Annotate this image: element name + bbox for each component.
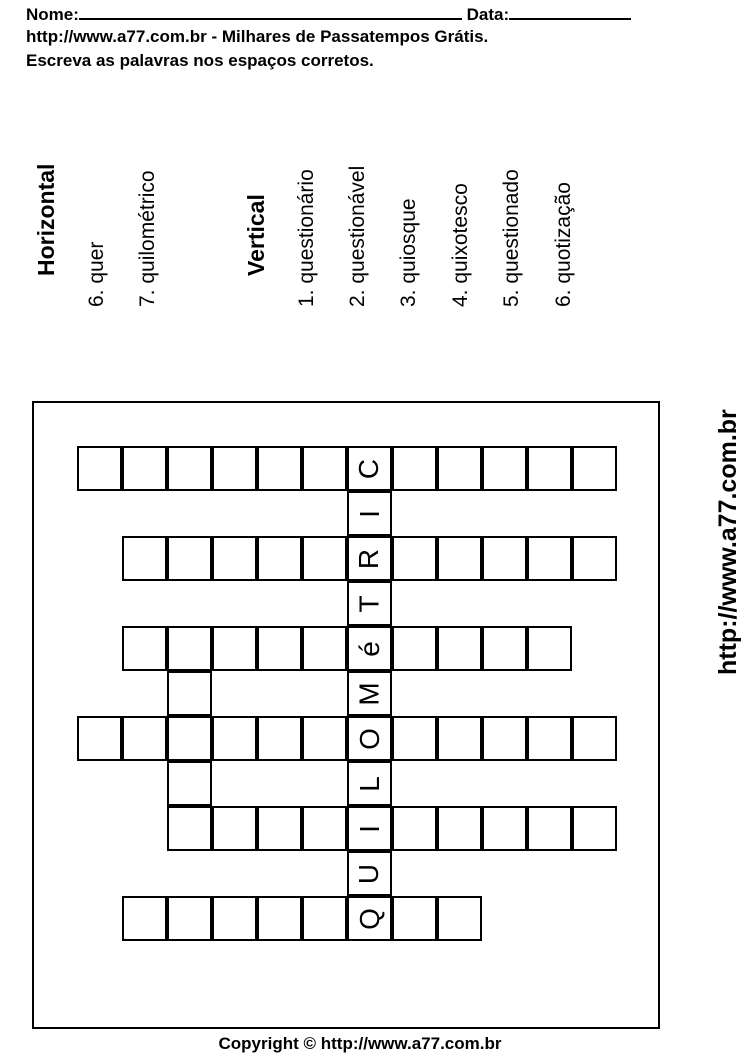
grid-cell[interactable] <box>167 626 212 671</box>
grid-cell[interactable] <box>77 446 122 491</box>
grid-cell[interactable] <box>437 896 482 941</box>
copyright-footer: Copyright © http://www.a77.com.br <box>218 1034 502 1053</box>
grid-letter-cell[interactable] <box>347 536 392 581</box>
vertical-clue: 3. quiosque <box>397 198 420 307</box>
name-blank <box>79 3 462 20</box>
grid-cell[interactable] <box>437 626 482 671</box>
grid-letter: Q <box>353 907 385 930</box>
grid-cell[interactable] <box>392 716 437 761</box>
grid-cell[interactable] <box>122 896 167 941</box>
instruction-text: Escreva as palavras nos espaços corretos. <box>26 51 374 70</box>
grid-cell[interactable] <box>212 716 257 761</box>
grid-cell[interactable] <box>257 536 302 581</box>
vertical-clue: 2. questionável <box>346 165 369 307</box>
grid-cell[interactable] <box>482 716 527 761</box>
vertical-clue: 5. questionado <box>500 169 523 307</box>
grid-cell[interactable] <box>527 716 572 761</box>
grid-letter-cell[interactable] <box>347 491 392 536</box>
grid-cell[interactable] <box>437 806 482 851</box>
grid-letter-cell[interactable] <box>347 851 392 896</box>
grid-cell[interactable] <box>392 446 437 491</box>
grid-cell[interactable] <box>167 716 212 761</box>
grid-cell[interactable] <box>212 626 257 671</box>
grid-cell[interactable] <box>122 536 167 581</box>
grid-letter: C <box>353 458 385 479</box>
grid-cell[interactable] <box>302 536 347 581</box>
grid-letter-cell[interactable] <box>347 626 392 671</box>
vertical-clue: 6. quotização <box>552 182 575 307</box>
grid-letter-cell[interactable] <box>347 581 392 626</box>
grid-letter: L <box>353 775 385 792</box>
side-url: http://www.a77.com.br <box>714 409 742 675</box>
grid-cell[interactable] <box>212 446 257 491</box>
grid-cell[interactable] <box>527 446 572 491</box>
grid-letter-cell[interactable] <box>347 446 392 491</box>
grid-cell[interactable] <box>212 896 257 941</box>
grid-cell[interactable] <box>572 536 617 581</box>
grid-cell[interactable] <box>122 446 167 491</box>
grid-cell[interactable] <box>257 806 302 851</box>
grid-cell[interactable] <box>257 896 302 941</box>
horizontal-title: Horizontal <box>33 163 59 276</box>
grid-letter-cell[interactable] <box>347 806 392 851</box>
grid-cell[interactable] <box>122 626 167 671</box>
grid-cell[interactable] <box>302 896 347 941</box>
grid-cell[interactable] <box>572 446 617 491</box>
grid-letter-cell[interactable] <box>347 671 392 716</box>
grid-cell[interactable] <box>302 716 347 761</box>
grid-letter: T <box>353 594 385 613</box>
grid-letter-cell[interactable] <box>347 761 392 806</box>
grid-cell[interactable] <box>437 716 482 761</box>
grid-letter-cell[interactable] <box>347 716 392 761</box>
grid-cell[interactable] <box>167 761 212 806</box>
grid-cell[interactable] <box>257 716 302 761</box>
grid-cell[interactable] <box>392 806 437 851</box>
grid-cell[interactable] <box>167 671 212 716</box>
grid-letter: I <box>353 509 385 518</box>
grid-cell[interactable] <box>482 626 527 671</box>
grid-cell[interactable] <box>167 446 212 491</box>
grid-cell[interactable] <box>572 716 617 761</box>
name-date-line <box>26 3 631 25</box>
grid-cell[interactable] <box>167 536 212 581</box>
horizontal-clue: 7. quilométrico <box>136 170 159 307</box>
grid-cell[interactable] <box>482 536 527 581</box>
grid-cell[interactable] <box>392 896 437 941</box>
grid-cell[interactable] <box>167 806 212 851</box>
grid-letter: é <box>353 640 385 657</box>
grid-cell[interactable] <box>482 446 527 491</box>
grid-letter: R <box>353 548 385 569</box>
grid-cell[interactable] <box>392 626 437 671</box>
grid-cell[interactable] <box>122 716 167 761</box>
grid-cell[interactable] <box>302 806 347 851</box>
date-blank <box>509 3 631 20</box>
vertical-clue: 4. quixotesco <box>449 183 472 307</box>
grid-cell[interactable] <box>167 896 212 941</box>
grid-cell[interactable] <box>302 446 347 491</box>
grid-cell[interactable] <box>257 626 302 671</box>
grid-letter: I <box>353 824 385 833</box>
vertical-clue: 1. questionário <box>295 169 318 307</box>
grid-cell[interactable] <box>392 536 437 581</box>
grid-cell[interactable] <box>212 806 257 851</box>
grid-cell[interactable] <box>527 806 572 851</box>
grid-letter: U <box>353 863 385 884</box>
date-label: Data: <box>466 5 510 24</box>
grid-cell[interactable] <box>527 536 572 581</box>
site-line: http://www.a77.com.br - Milhares de Passatempos Grátis. <box>26 27 489 46</box>
grid-letter-cell[interactable] <box>347 896 392 941</box>
vertical-title: Vertical <box>243 194 269 276</box>
grid-cell[interactable] <box>257 446 302 491</box>
grid-cell[interactable] <box>302 626 347 671</box>
grid-cell[interactable] <box>437 536 482 581</box>
horizontal-clue: 6. quer <box>85 241 108 307</box>
grid-letter: M <box>353 681 385 706</box>
grid-cell[interactable] <box>527 626 572 671</box>
grid-cell[interactable] <box>77 716 122 761</box>
grid-cell[interactable] <box>437 446 482 491</box>
grid-letter: O <box>353 727 385 750</box>
grid-cell[interactable] <box>212 536 257 581</box>
name-label: Nome: <box>26 5 79 24</box>
grid-cell[interactable] <box>482 806 527 851</box>
grid-cell[interactable] <box>572 806 617 851</box>
